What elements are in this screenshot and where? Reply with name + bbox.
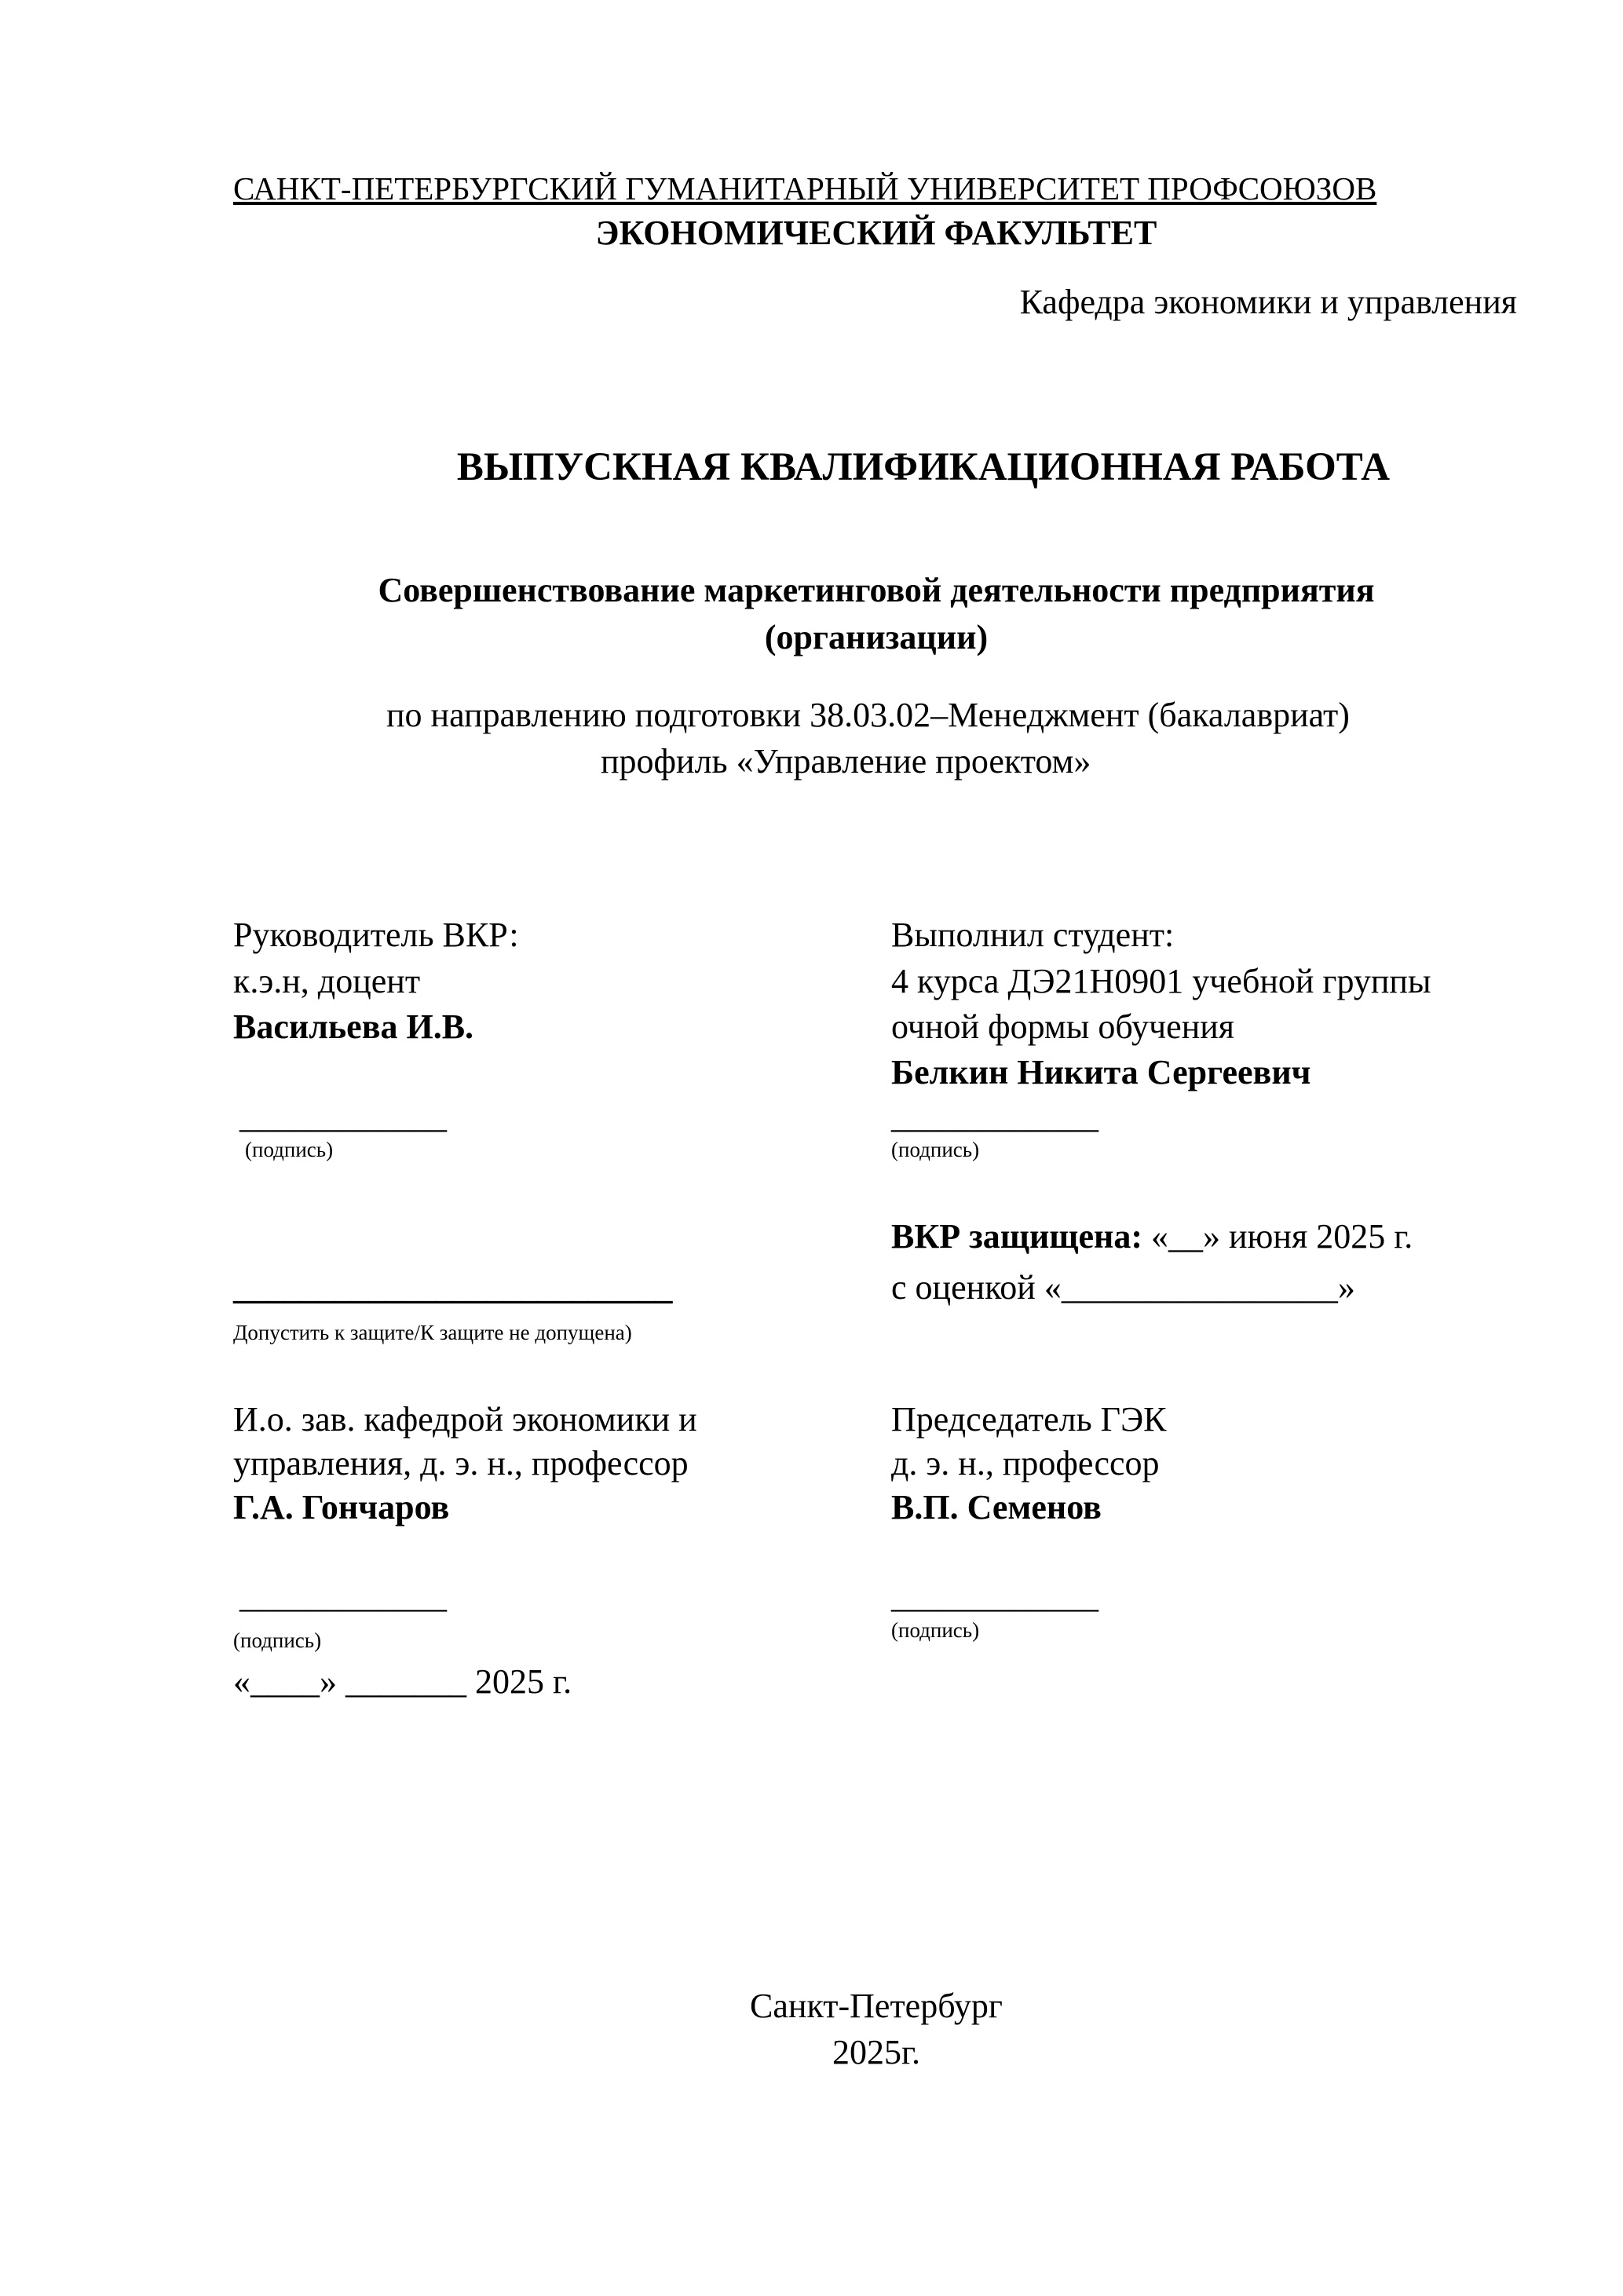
footer-city: Санкт-Петербург <box>750 1987 1003 2025</box>
student-signature-line: ____________ <box>891 1097 1098 1135</box>
topic-line-1: Совершенствование маркетинговой деятельности предприятия <box>378 571 1375 609</box>
head-title-line-2: управления, д. э. н., профессор <box>233 1444 689 1483</box>
defense-label: ВКР защищена: <box>891 1217 1142 1256</box>
supervisor-label: Руководитель ВКР: <box>233 916 519 954</box>
department-name: Кафедра экономики и управления <box>1019 283 1517 321</box>
defense-line <box>891 1219 1413 1254</box>
study-direction: по направлению подготовки 38.03.02–Менеджмент (бакалавриат) <box>386 696 1350 734</box>
work-type-title: ВЫПУСКНАЯ КВАЛИФИКАЦИОННАЯ РАБОТА <box>456 445 1391 489</box>
chair-name: В.П. Семенов <box>891 1488 1102 1526</box>
chair-signature-caption: (подпись) <box>891 1618 980 1642</box>
student-name: Белкин Никита Сергеевич <box>891 1053 1311 1091</box>
university-name: САНКТ-ПЕТЕРБУРГСКИЙ ГУМАНИТАРНЫЙ УНИВЕРСИТЕТ ПРОФСОЮЗОВ <box>233 170 1377 207</box>
head-name: Г.А. Гончаров <box>233 1488 450 1526</box>
head-date: «____» _______ 2025 г. <box>233 1662 572 1701</box>
student-form: очной формы обучения <box>891 1007 1235 1046</box>
supervisor-degree: к.э.н, доцент <box>233 962 421 1000</box>
chair-label: Председатель ГЭК <box>891 1400 1167 1439</box>
study-profile: профиль «Управление проектом» <box>601 742 1091 781</box>
student-course: 4 курса ДЭ21Н0901 учебной группы <box>891 962 1431 1000</box>
topic-line-2: (организации) <box>764 618 989 656</box>
admission-caption: Допустить к защите/К защите не допущена) <box>233 1321 632 1344</box>
supervisor-signature-caption: (подпись) <box>245 1138 334 1161</box>
supervisor-signature-line: ____________ <box>239 1097 447 1135</box>
admission-signature-line: __________________________ <box>233 1268 672 1307</box>
student-signature-caption: (подпись) <box>891 1138 980 1161</box>
head-signature-caption: (подпись) <box>233 1629 322 1652</box>
head-title-line-1: И.о. зав. кафедрой экономики и <box>233 1400 697 1439</box>
defense-grade: с оценкой «________________» <box>891 1268 1355 1307</box>
head-signature-line: ____________ <box>239 1577 447 1615</box>
chair-signature-line: ____________ <box>891 1577 1098 1615</box>
student-label: Выполнил студент: <box>891 916 1175 954</box>
faculty-name: ЭКОНОМИЧЕСКИЙ ФАКУЛЬТЕТ <box>595 214 1157 252</box>
chair-degree: д. э. н., профессор <box>891 1444 1160 1483</box>
footer-year: 2025г. <box>832 2033 921 2071</box>
supervisor-name: Васильева И.В. <box>233 1007 474 1046</box>
defense-date: «__» июня 2025 г. <box>1151 1217 1413 1256</box>
